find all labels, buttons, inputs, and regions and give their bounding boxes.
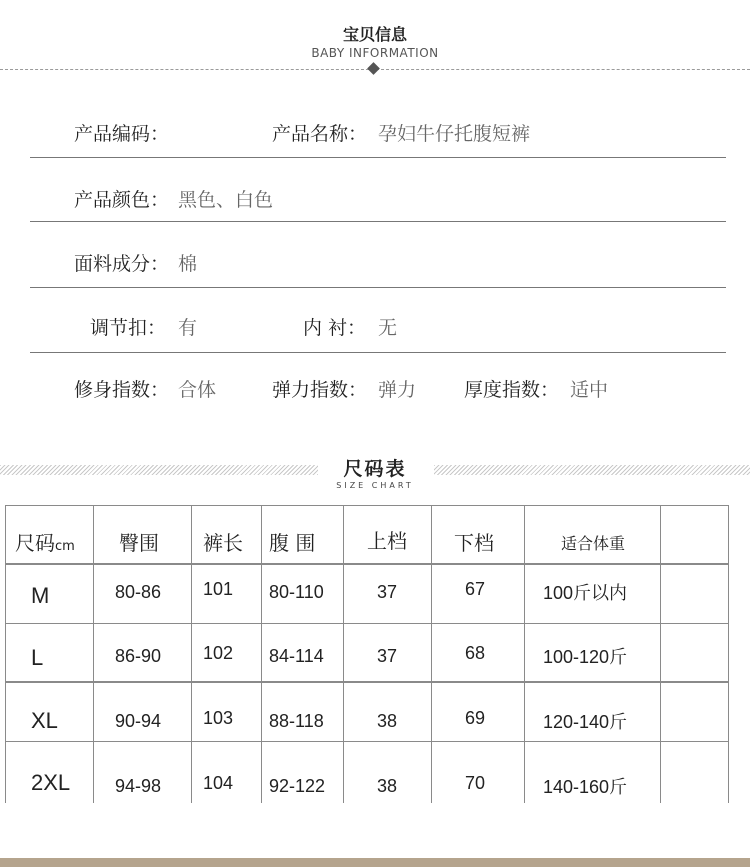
cell-length: 104 bbox=[203, 773, 234, 793]
thickness-label: 厚度指数： bbox=[464, 379, 560, 401]
fabric-label: 面料成分： bbox=[74, 253, 170, 275]
table-border bbox=[261, 505, 262, 803]
section-subtitle: BABY INFORMATION bbox=[311, 46, 439, 60]
header-hip: 臀围 bbox=[119, 531, 159, 555]
cell-lower-rise: 69 bbox=[465, 708, 486, 728]
table-border bbox=[343, 505, 344, 803]
row-divider bbox=[30, 157, 726, 158]
lining-value: 无 bbox=[378, 317, 398, 339]
cell-weight: 100-120斤 bbox=[543, 647, 628, 667]
code-label: 产品编码： bbox=[74, 123, 170, 145]
cell-size: XL bbox=[31, 708, 58, 733]
cell-upper-rise: 37 bbox=[377, 582, 398, 602]
cell-belly: 84-114 bbox=[269, 646, 324, 666]
header-upper-rise: 上档 bbox=[367, 529, 407, 553]
cell-size: 2XL bbox=[31, 770, 71, 795]
header-belly: 腹 围 bbox=[269, 531, 316, 555]
section-title: 宝贝信息 bbox=[342, 25, 407, 44]
cell-hip: 90-94 bbox=[115, 711, 162, 731]
cell-lower-rise: 67 bbox=[465, 579, 486, 599]
size-chart-title: 尺码表 bbox=[343, 458, 407, 480]
stretch-label: 弹力指数： bbox=[272, 379, 368, 401]
cell-upper-rise: 37 bbox=[377, 646, 398, 666]
cell-weight: 120-140斤 bbox=[543, 712, 628, 732]
name-value: 孕妇牛仔托腹短裤 bbox=[378, 123, 531, 145]
name-label: 产品名称： bbox=[272, 123, 368, 145]
header-lower-rise: 下档 bbox=[454, 531, 494, 555]
buckle-label: 调节扣： bbox=[90, 317, 167, 339]
cell-hip: 80-86 bbox=[115, 582, 162, 602]
cell-length: 103 bbox=[203, 708, 234, 728]
row-divider bbox=[30, 221, 726, 222]
cell-size: M bbox=[31, 583, 50, 608]
diamond-icon bbox=[367, 62, 380, 75]
table-border bbox=[5, 563, 729, 565]
buckle-value: 有 bbox=[178, 317, 198, 339]
table-border bbox=[431, 505, 432, 803]
table-border bbox=[524, 505, 525, 803]
cell-lower-rise: 68 bbox=[465, 643, 486, 663]
cell-belly: 88-118 bbox=[269, 711, 324, 731]
table-border bbox=[660, 505, 661, 803]
row-divider bbox=[30, 287, 726, 288]
color-value: 黑色、白色 bbox=[178, 189, 274, 211]
cell-upper-rise: 38 bbox=[377, 711, 398, 731]
fabric-value: 棉 bbox=[178, 253, 198, 275]
cell-belly: 92-122 bbox=[269, 776, 326, 796]
size-chart-subtitle: SIZE CHART bbox=[336, 481, 414, 490]
color-label: 产品颜色： bbox=[74, 189, 170, 211]
cell-size: L bbox=[31, 645, 44, 670]
cell-weight: 100斤以内 bbox=[543, 583, 628, 603]
table-border bbox=[5, 505, 729, 506]
footer-bar bbox=[0, 858, 750, 867]
header-length: 裤长 bbox=[203, 531, 243, 555]
row-divider bbox=[30, 352, 726, 353]
cell-lower-rise: 70 bbox=[465, 773, 486, 793]
cell-length: 101 bbox=[203, 579, 234, 599]
header-weight: 适合体重 bbox=[561, 534, 626, 553]
lining-label: 内 衬： bbox=[303, 317, 367, 339]
stretch-value: 弹力 bbox=[378, 379, 417, 401]
table-border bbox=[93, 505, 94, 803]
cell-belly: 80-110 bbox=[269, 582, 324, 602]
cell-length: 102 bbox=[203, 643, 234, 663]
fit-label: 修身指数： bbox=[74, 379, 170, 401]
cell-hip: 94-98 bbox=[115, 776, 162, 796]
size-table bbox=[5, 505, 729, 803]
header-unit: cm bbox=[55, 539, 75, 554]
thickness-value: 适中 bbox=[570, 379, 609, 401]
table-border bbox=[728, 505, 729, 803]
cell-upper-rise: 38 bbox=[377, 776, 398, 796]
table-border bbox=[5, 505, 6, 803]
table-border bbox=[5, 681, 729, 683]
table-border bbox=[5, 623, 729, 624]
fit-value: 合体 bbox=[178, 379, 217, 401]
cell-weight: 140-160斤 bbox=[543, 777, 628, 797]
table-border bbox=[191, 505, 192, 803]
header-size: 尺码cm bbox=[15, 531, 75, 555]
table-border bbox=[5, 741, 729, 742]
cell-hip: 86-90 bbox=[115, 646, 162, 666]
